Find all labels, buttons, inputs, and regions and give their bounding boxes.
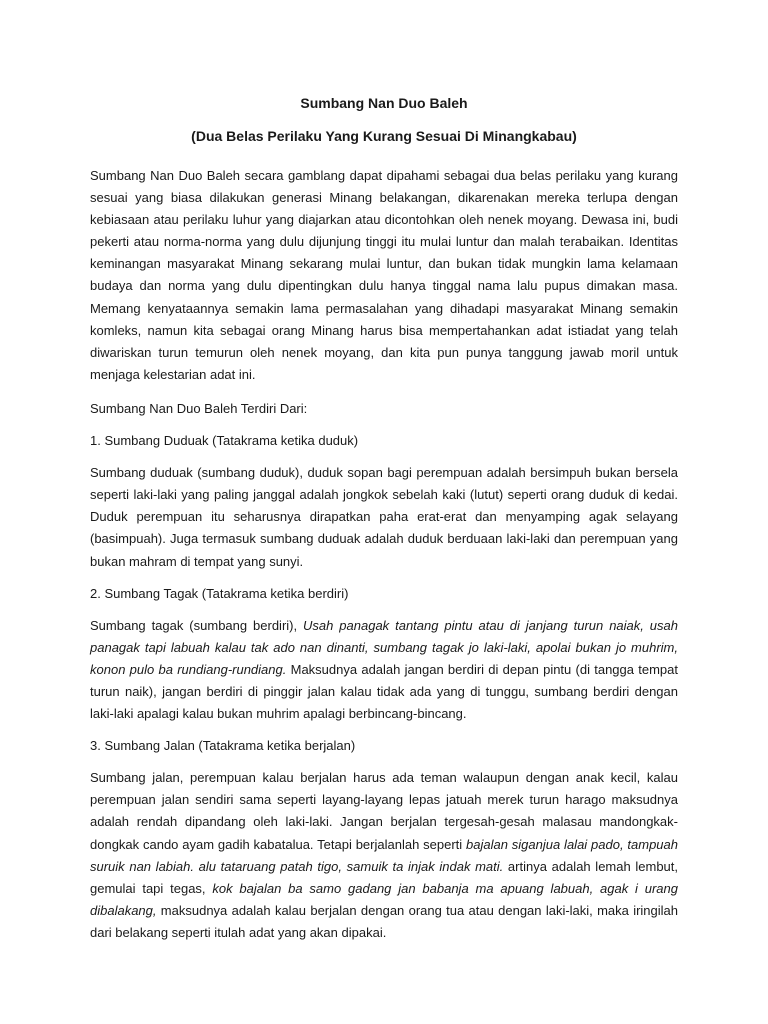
text-run: Sumbang Nan Duo Baleh secara gamblang dapat dipahami sebagai dua belas perilaku yang kurang sesuai yang biasa dilakukan generasi Minang belakangan, dikarenakan mereka terlupa dengan kebiasaan atau perilaku luhur yang diajarkan atau dicontohkan oleh nenek moyang. Dewasa ini, budi pekerti atau norma-norma yang dulu dijunjung tinggi itu mulai luntur dan malah terabaikan. Identitas keminangan masyarakat Minang sekarang mulai luntur, dan bukan tidak mungkin lama kelamaan budaya dan norma yang dulu dipentingkan dulu hanya tinggal nama lalu pupus dimakan masa. Memang kenyataannya semakin lama permasalahan yang dihadapi masyarakat Minang semakin komleks, namun kita sebagai orang Minang harus bisa mempertahankan adat istiadat yang telah diwariskan turun temurun oleh nenek moyang, dan kita pun punya tanggung jawab moril untuk menjaga kelestarian adat ini. <box>90 168 678 382</box>
text-run: 3. Sumbang Jalan (Tatakrama ketika berjalan) <box>90 738 356 754</box>
text-run: 2. Sumbang Tagak (Tatakrama ketika berdiri) <box>90 585 349 601</box>
section-heading-tagak <box>90 583 678 605</box>
text-run: Sumbang tagak (sumbang berdiri), <box>90 617 304 633</box>
italic-phrase: bajalan siganjua lalai pado, tampuah suruik nan labiah. alu tataruang patah tigo, samuik ta injak indak mati. <box>90 836 678 874</box>
intro-paragraph <box>90 165 678 386</box>
text-run: Sumbang jalan, perempuan kalau berjalan harus ada teman walaupun dengan anak kecil, kalau perempuan jalan sendiri sama seperti layang-layang lepas jatuah merek turun harago maksudnya adalah rendah dipandang oleh laki-laki. Jangan berjalan tergesah-gesah malasau mandongkak-dongkak cando ayam gadih kabatalua. Tetapi berjalanlah seperti <box>90 770 678 852</box>
text-run: Maksudnya adalah jangan berdiri di depan pintu (di tangga tempat turun naik), jangan berdiri di pinggir jalan kalau tidak ada yang di tunggu, sumbang berdiri dengan laki-laki apalagi kalau bukan muhrim apalagi berbincang-bincang. <box>90 661 678 722</box>
document-body <box>90 165 678 944</box>
section-body-jalan <box>90 767 678 944</box>
italic-phrase: Usah panagak tantang pintu atau di janjang turun naiak, usah panagak tapi labuah kalau tak ado nan dinanti, sumbang tagak jo laki-laki, apolai bukan jo muhrim, konon pulo ba rundiang-rundiang. <box>90 617 678 677</box>
text-run: Sumbang Nan Duo Baleh Terdiri Dari: <box>90 400 308 416</box>
text-run: 1. Sumbang Duduak (Tatakrama ketika duduk) <box>90 433 359 449</box>
document-title: Sumbang Nan Duo Baleh <box>300 95 468 111</box>
text-run: artinya adalah lemah lembut, gemulai tapi tegas, <box>90 858 678 896</box>
section-body-tagak <box>90 615 678 725</box>
italic-phrase: kok bajalan ba samo gadang jan babanja ma apuang labuah, agak i urang dibalakang, <box>90 880 678 918</box>
list-intro <box>90 398 678 420</box>
section-body-duduak <box>90 462 678 572</box>
document-subtitle: (Dua Belas Perilaku Yang Kurang Sesuai Di Minangkabau) <box>191 128 577 144</box>
section-heading-duduak <box>90 430 678 452</box>
text-run: maksudnya adalah kalau berjalan dengan orang tua atau dengan laki-laki, maka iringilah dari belakang seperti itulah adat yang akan dipakai. <box>90 902 678 940</box>
text-run: Sumbang duduak (sumbang duduk), duduk sopan bagi perempuan adalah bersimpuh bukan bersela seperti laki-laki yang paling janggal adalah jongkok sebelah kaki (lutut) seperti orang duduk di kedai. Duduk perempuan itu seharusnya dirapatkan paha erat-erat dan menyamping agak selayang (basimpuah). Juga termasuk sumbang duduak adalah duduk berduaan laki-laki dan perempuan yang bukan mahram di tempat yang sunyi. <box>90 465 678 569</box>
section-heading-jalan <box>90 735 678 757</box>
